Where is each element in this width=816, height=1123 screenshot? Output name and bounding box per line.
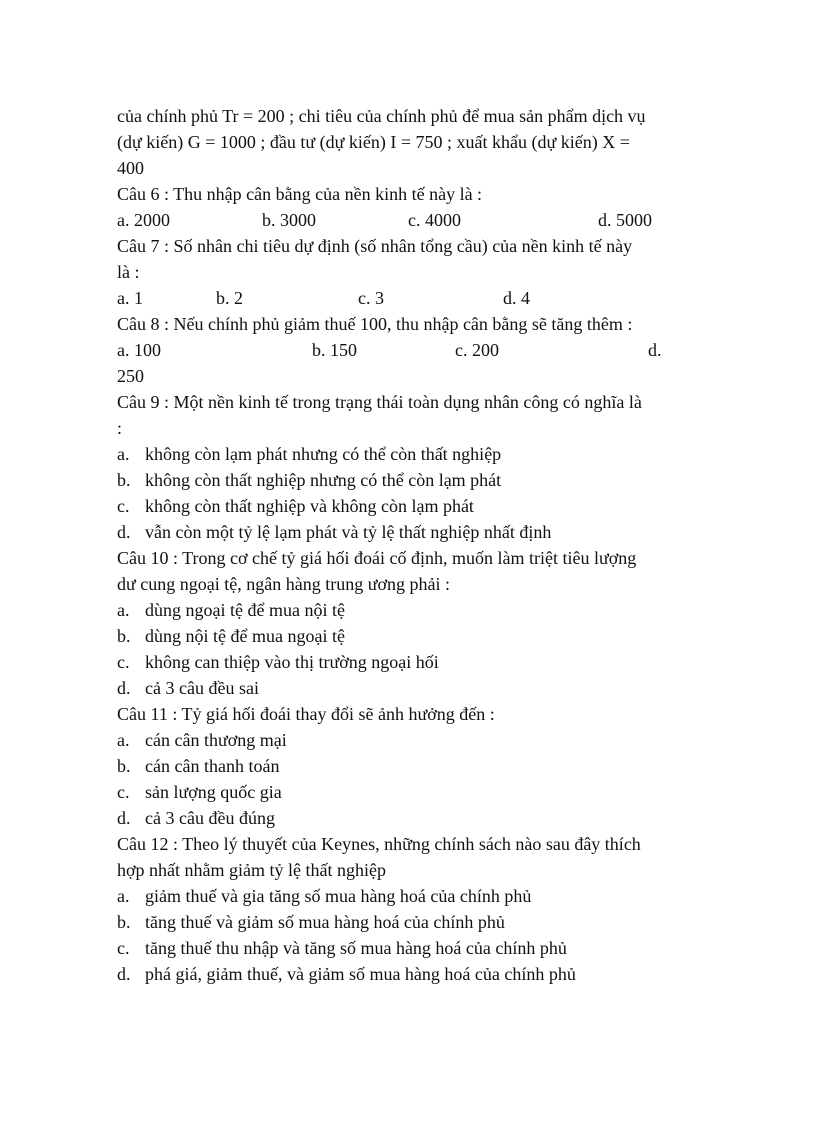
option-letter: d. [117, 808, 131, 828]
option-text: cán cân thương mại [145, 730, 287, 750]
q8-option-b: b. 150 [312, 340, 357, 360]
q9-option-b [117, 469, 501, 491]
option-text: cả 3 câu đều sai [145, 678, 259, 698]
option-letter: d. [117, 964, 131, 984]
q10-option-c [117, 651, 439, 673]
q6-option-a: a. 2000 [117, 210, 170, 230]
q8-option-d: d. [648, 340, 662, 360]
q10-option-b [117, 625, 345, 647]
q9-option-d [117, 521, 551, 543]
option-text: cán cân thanh toán [145, 756, 280, 776]
option-text: cả 3 câu đều đúng [145, 808, 275, 828]
option-letter: b. [117, 626, 131, 646]
q12-option-b [117, 911, 505, 933]
option-letter: d. [117, 678, 131, 698]
question-10-line-1: Câu 10 : Trong cơ chế tỷ giá hối đoái cố định, muốn làm triệt tiêu lượng [117, 548, 637, 568]
q7-option-a: a. 1 [117, 288, 143, 308]
q8-option-c: c. 200 [455, 340, 499, 360]
option-letter: d. [117, 522, 131, 542]
q11-option-d [117, 807, 275, 829]
q10-option-d [117, 677, 259, 699]
option-text: phá giá, giảm thuế, và giảm số mua hàng hoá của chính phủ [145, 964, 576, 984]
option-text: dùng ngoại tệ để mua nội tệ [145, 600, 345, 620]
q9-option-a [117, 443, 501, 465]
q9-option-c [117, 495, 474, 517]
q6-option-d: d. 5000 [598, 210, 652, 230]
option-letter: c. [117, 938, 130, 958]
option-letter: b. [117, 470, 131, 490]
intro-line-3: 400 [117, 158, 144, 178]
option-letter: a. [117, 730, 130, 750]
q6-option-b: b. 3000 [262, 210, 316, 230]
q10-option-a [117, 599, 345, 621]
option-letter: c. [117, 652, 130, 672]
q11-option-b [117, 755, 279, 777]
q11-option-a [117, 729, 287, 751]
option-letter: c. [117, 496, 130, 516]
q12-option-d [117, 963, 576, 985]
q8-option-d-value: 250 [117, 366, 144, 386]
option-text: không còn thất nghiệp và không còn lạm phát [145, 496, 474, 516]
question-9-line-2: : [117, 418, 123, 438]
q8-option-a: a. 100 [117, 340, 161, 360]
intro-line-1: của chính phủ Tr = 200 ; chi tiêu của chính phủ để mua sản phẩm dịch vụ [117, 106, 646, 126]
option-letter: b. [117, 756, 131, 776]
option-letter: a. [117, 886, 130, 906]
option-letter: a. [117, 444, 130, 464]
option-letter: a. [117, 600, 130, 620]
question-10-line-2: dư cung ngoại tệ, ngân hàng trung ương phải : [117, 574, 450, 594]
q7-option-b: b. 2 [216, 288, 243, 308]
question-6: Câu 6 : Thu nhập cân bằng của nền kinh tế này là : [117, 184, 483, 204]
option-text: không còn lạm phát nhưng có thể còn thất nghiệp [145, 444, 502, 464]
question-7-line-1: Câu 7 : Số nhân chi tiêu dự định (số nhân tổng cầu) của nền kinh tế này [117, 236, 633, 256]
q7-option-c: c. 3 [358, 288, 384, 308]
question-9-line-1: Câu 9 : Một nền kinh tế trong trạng thái toàn dụng nhân công có nghĩa là [117, 392, 642, 412]
q7-option-d: d. 4 [503, 288, 530, 308]
q11-option-c [117, 781, 282, 803]
option-letter: c. [117, 782, 130, 802]
option-letter: b. [117, 912, 131, 932]
q12-option-a [117, 885, 531, 907]
option-text: dùng nội tệ để mua ngoại tệ [145, 626, 345, 646]
q12-option-c [117, 937, 567, 959]
question-7-line-2: là : [117, 262, 140, 282]
question-12-line-2: hợp nhất nhằm giảm tỷ lệ thất nghiệp [117, 860, 386, 880]
q6-option-c: c. 4000 [408, 210, 461, 230]
intro-line-2: (dự kiến) G = 1000 ; đầu tư (dự kiến) I = 750 ; xuất khẩu (dự kiến) X = [117, 132, 630, 152]
option-text: không can thiệp vào thị trường ngoại hối [145, 652, 439, 672]
question-8: Câu 8 : Nếu chính phủ giảm thuế 100, thu nhập cân bằng sẽ tăng thêm : [117, 314, 633, 334]
option-text: không còn thất nghiệp nhưng có thể còn lạm phát [145, 470, 502, 490]
question-12-line-1: Câu 12 : Theo lý thuyết của Keynes, những chính sách nào sau đây thích [117, 834, 641, 854]
option-text: tăng thuế và giảm số mua hàng hoá của chính phủ [145, 912, 505, 932]
option-text: giảm thuế và gia tăng số mua hàng hoá của chính phủ [145, 886, 532, 906]
option-text: vẫn còn một tỷ lệ lạm phát và tỷ lệ thất nghiệp nhất định [145, 522, 552, 542]
question-11: Câu 11 : Tỷ giá hối đoái thay đổi sẽ ảnh hưởng đến : [117, 704, 495, 724]
option-text: tăng thuế thu nhập và tăng số mua hàng hoá của chính phủ [145, 938, 567, 958]
option-text: sản lượng quốc gia [145, 782, 282, 802]
